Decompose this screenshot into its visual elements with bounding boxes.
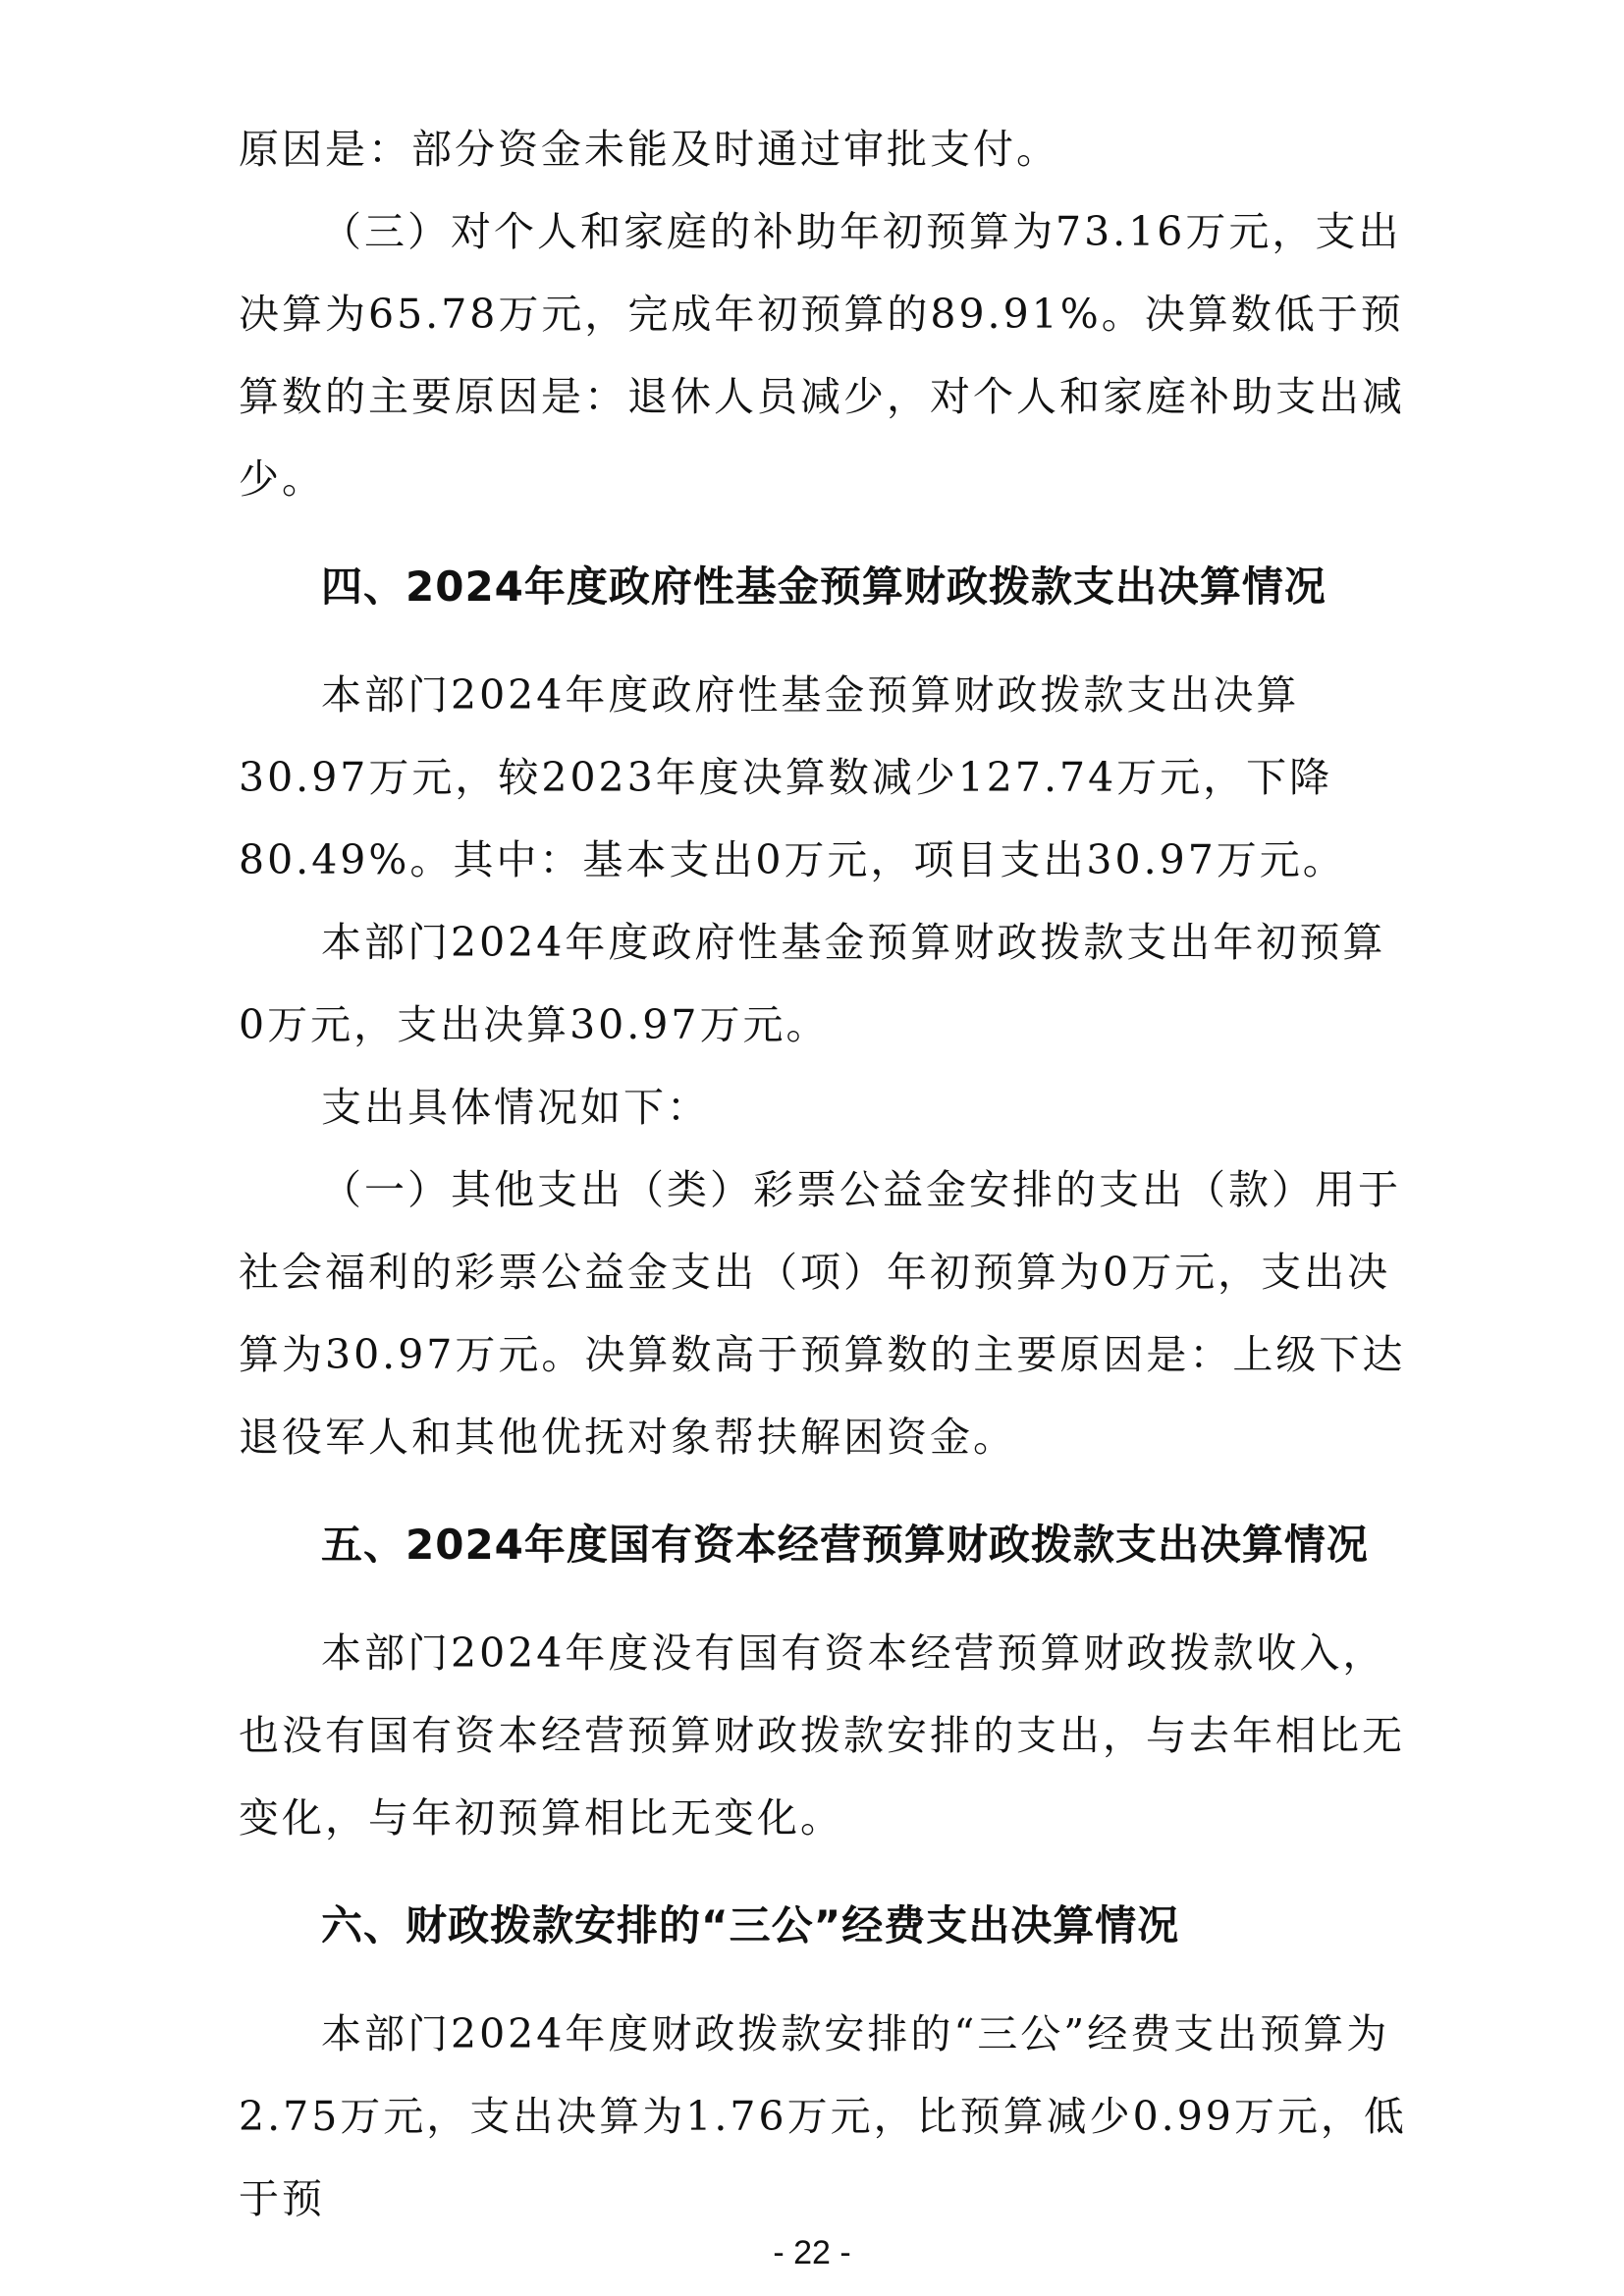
document-body: [239, 108, 1407, 2240]
paragraph-section6-1: 本部门2024年度财政拨款安排的“三公”经费支出预算为2.75万元，支出决算为1.76万元，比预算减少0.99万元，低于预: [239, 2010, 1407, 2222]
page-number: - 22 -: [773, 2234, 851, 2271]
paragraph-section4-item-1: （一）其他支出（类）彩票公益金安排的支出（款）用于社会福利的彩票公益金支出（项）年初预算为0万元，支出决算为30.97万元。决算数高于预算数的主要原因是：上级下达退役军人和其他优抚对象帮扶解困资金。: [239, 1166, 1406, 1461]
section-heading-4: 四、2024年度政府性基金预算财政拨款支出决算情况: [321, 562, 1326, 611]
paragraph-section4-1: 本部门2024年度政府性基金预算财政拨款支出决算30.97万元，较2023年度决算数减少127.74万元，下降80.49%。其中：基本支出0万元，项目支出30.97万元。: [239, 671, 1346, 883]
section-heading-5: 五、2024年度国有资本经营预算财政拨款支出决算情况: [321, 1521, 1369, 1569]
section-heading-6: 六、财政拨款安排的“三公”经费支出决算情况: [321, 1901, 1180, 1949]
paragraph-section5-1: 本部门2024年度没有国有资本经营预算财政拨款收入，也没有国有资本经营预算财政拨款安排的支出，与去年相比无变化，与年初预算相比无变化。: [239, 1629, 1405, 1842]
paragraph-reason-continued: 原因是：部分资金未能及时通过审批支付。: [239, 126, 1059, 173]
paragraph-section4-2: 本部门2024年度政府性基金预算财政拨款支出年初预算0万元，支出决算30.97万元。: [239, 919, 1386, 1048]
paragraph-section4-3: 支出具体情况如下：: [321, 1084, 710, 1131]
paragraph-item-3: （三）对个人和家庭的补助年初预算为73.16万元，支出决算为65.78万元，完成年初预算的89.91%。决算数低于预算数的主要原因是：退休人员减少，对个人和家庭补助支出减少。: [239, 208, 1405, 503]
